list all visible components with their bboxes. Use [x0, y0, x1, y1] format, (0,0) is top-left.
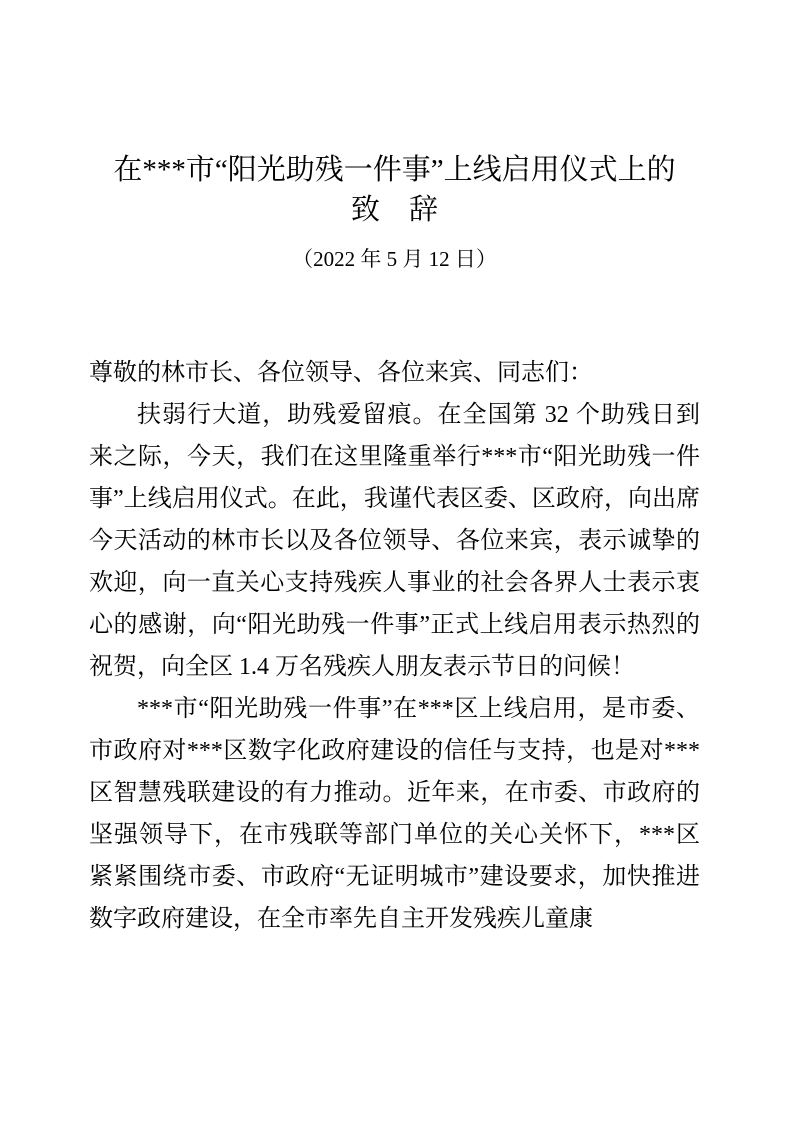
paragraph-1: 扶弱行大道，助残爱留痕。在全国第 32 个助残日到来之际，今天，我们在这里隆重举行***市“阳光助残一件事”上线启用仪式。在此，我谨代表区委、区政府，向出席今天活动的林市长以及各位领导、各位来宾，表示诚挚的欢迎，向一直关心支持残疾人事业的社会各界人士表示衷心的感谢，向“阳光助残一件事”正式上线启用表示热烈的祝贺，向全区 1.4 万名残疾人朋友表示节日的问候！ [89, 402, 700, 680]
document-title-line-1: 在***市“阳光助残一件事”上线启用仪式上的 [113, 154, 676, 186]
document-body [89, 352, 700, 940]
document-date: （2022 年 5 月 12 日） [292, 247, 497, 271]
salutation-line: 尊敬的林市长、各位领导、各位来宾、同志们： [89, 360, 593, 386]
document-title [89, 150, 700, 230]
document-title-line-2: 致 辞 [350, 194, 438, 226]
paragraph-2: ***市“阳光助残一件事”在***区上线启用，是市委、市政府对***区数字化政府建设的信任与支持，也是对***区智慧残联建设的有力推动。近年来，在市委、市政府的坚强领导下，在市残联等部门单位的关心关怀下，***区紧紧围绕市委、市政府“无证明城市”建设要求，加快推进数字政府建设，在全市率先自主开发残疾儿童康 [89, 696, 700, 932]
